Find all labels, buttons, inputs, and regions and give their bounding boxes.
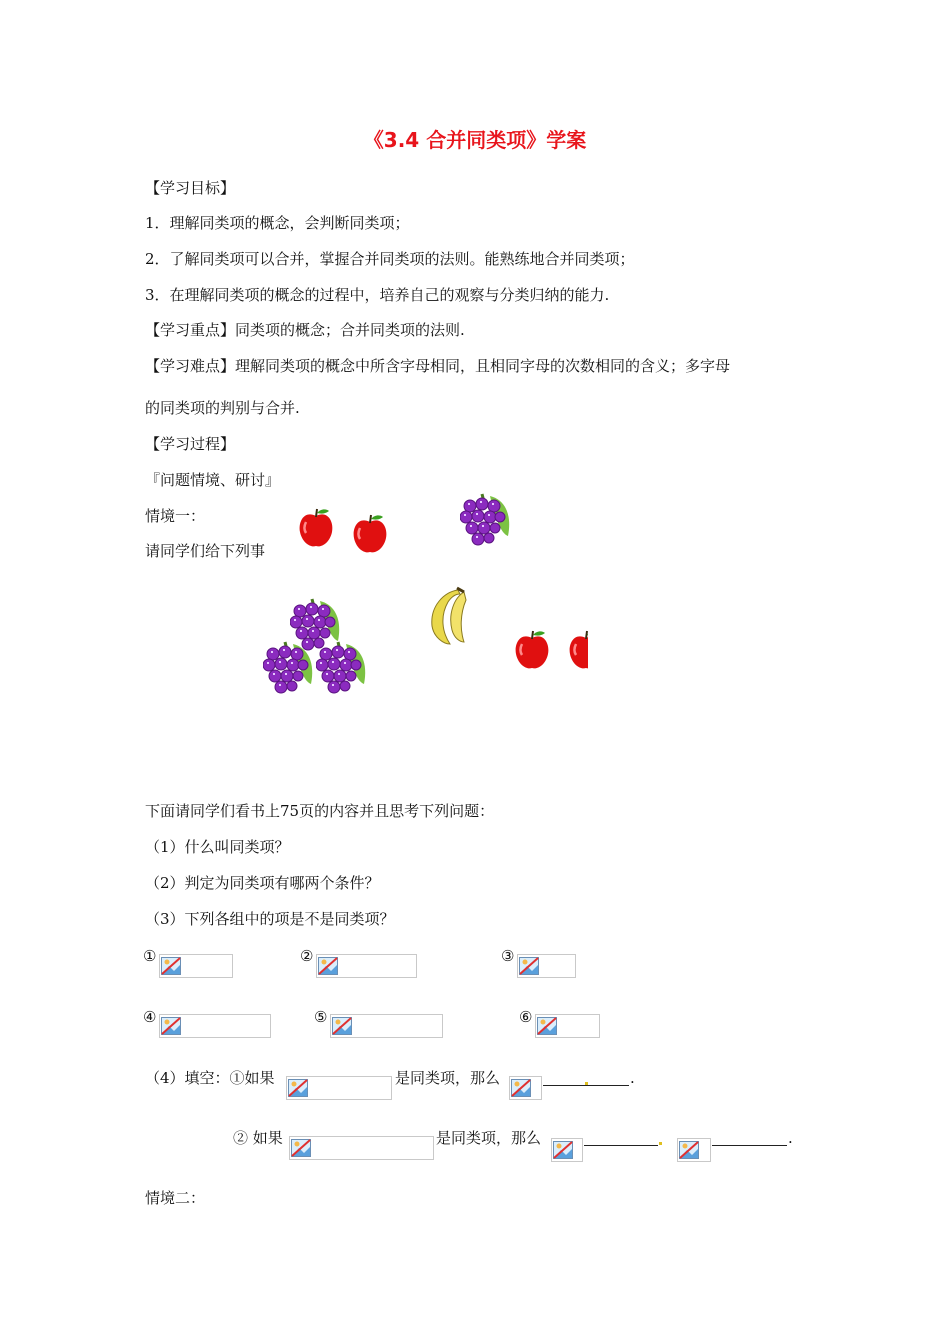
broken-image-icon bbox=[553, 1141, 573, 1159]
formula-image-placeholder bbox=[159, 1014, 271, 1038]
formula-image-placeholder bbox=[535, 1014, 600, 1038]
grapes-icon bbox=[263, 640, 319, 702]
formula-image-placeholder bbox=[316, 954, 417, 978]
formula-image-placeholder bbox=[509, 1076, 542, 1100]
circled-number: ③ bbox=[501, 947, 515, 965]
apple-icon bbox=[568, 630, 588, 672]
grapes-icon bbox=[460, 492, 516, 554]
broken-image-icon bbox=[519, 957, 539, 975]
answer-blank[interactable] bbox=[584, 1145, 658, 1146]
broken-image-icon bbox=[161, 957, 181, 975]
fill1-connector: 是同类项，那么 bbox=[395, 1069, 501, 1087]
ink-dot bbox=[659, 1142, 662, 1145]
formula-image-placeholder bbox=[286, 1076, 392, 1100]
circled-number: ④ bbox=[143, 1008, 157, 1026]
question-item: （1）什么叫同类项？ bbox=[145, 838, 290, 856]
scene2-label: 情境二： bbox=[145, 1189, 206, 1207]
goal-item: 2．了解同类项可以合并，掌握合并同类项的法则。能熟练地合并同类项； bbox=[145, 250, 635, 268]
question-item: （3）下列各组中的项是不是同类项？ bbox=[145, 910, 395, 928]
process-header: 【学习过程】 bbox=[145, 435, 236, 453]
circled-number: ① bbox=[143, 947, 157, 965]
difficulty-line: 的同类项的判别与合并. bbox=[145, 399, 300, 417]
page-title: 《3.4 合并同类项》学案 bbox=[363, 128, 587, 152]
fill2-connector: 是同类项，那么 bbox=[436, 1129, 542, 1147]
broken-image-icon bbox=[291, 1139, 311, 1157]
formula-image-placeholder bbox=[517, 954, 576, 978]
section-header: 『问题情境、研讨』 bbox=[145, 471, 281, 489]
circled-number: ⑤ bbox=[314, 1008, 328, 1026]
circled-number: ② bbox=[300, 947, 314, 965]
formula-image-placeholder bbox=[289, 1136, 434, 1160]
broken-image-icon bbox=[288, 1079, 308, 1097]
banana-icon bbox=[424, 586, 472, 646]
scene1-label: 情境一： bbox=[145, 507, 206, 525]
broken-image-icon bbox=[511, 1079, 531, 1097]
formula-image-placeholder bbox=[677, 1138, 711, 1162]
apple-icon bbox=[298, 508, 336, 550]
apple-icon bbox=[352, 514, 390, 556]
fill-label: （4）填空：①如果 bbox=[145, 1069, 275, 1087]
difficulty-line: 【学习难点】理解同类项的概念中所含字母相同，且相同字母的次数相同的含义；多字母 bbox=[145, 357, 731, 375]
reading-prompt: 下面请同学们看书上75页的内容并且思考下列问题： bbox=[145, 802, 495, 820]
broken-image-icon bbox=[318, 957, 338, 975]
formula-image-placeholder bbox=[551, 1138, 583, 1162]
scene1-prompt: 请同学们给下列事 bbox=[145, 542, 266, 560]
grapes-icon bbox=[316, 640, 372, 702]
ink-dot bbox=[585, 1082, 588, 1085]
formula-image-placeholder bbox=[159, 954, 233, 978]
circled-number: ⑥ bbox=[519, 1008, 533, 1026]
goal-item: 1．理解同类项的概念，会判断同类项； bbox=[145, 214, 410, 232]
broken-image-icon bbox=[537, 1017, 557, 1035]
goals-header: 【学习目标】 bbox=[145, 179, 236, 197]
answer-blank[interactable] bbox=[712, 1145, 787, 1146]
answer-blank[interactable] bbox=[543, 1085, 629, 1086]
fill2-label: ② 如果 bbox=[233, 1129, 283, 1147]
apple-icon bbox=[514, 630, 552, 672]
question-item: （2）判定为同类项有哪两个条件？ bbox=[145, 874, 380, 892]
period: . bbox=[630, 1069, 635, 1087]
broken-image-icon bbox=[679, 1141, 699, 1159]
key-point: 【学习重点】同类项的概念；合并同类项的法则. bbox=[145, 321, 465, 339]
broken-image-icon bbox=[332, 1017, 352, 1035]
formula-image-placeholder bbox=[330, 1014, 443, 1038]
period: . bbox=[788, 1129, 793, 1147]
goal-item: 3．在理解同类项的概念的过程中，培养自己的观察与分类归纳的能力. bbox=[145, 286, 610, 304]
broken-image-icon bbox=[161, 1017, 181, 1035]
